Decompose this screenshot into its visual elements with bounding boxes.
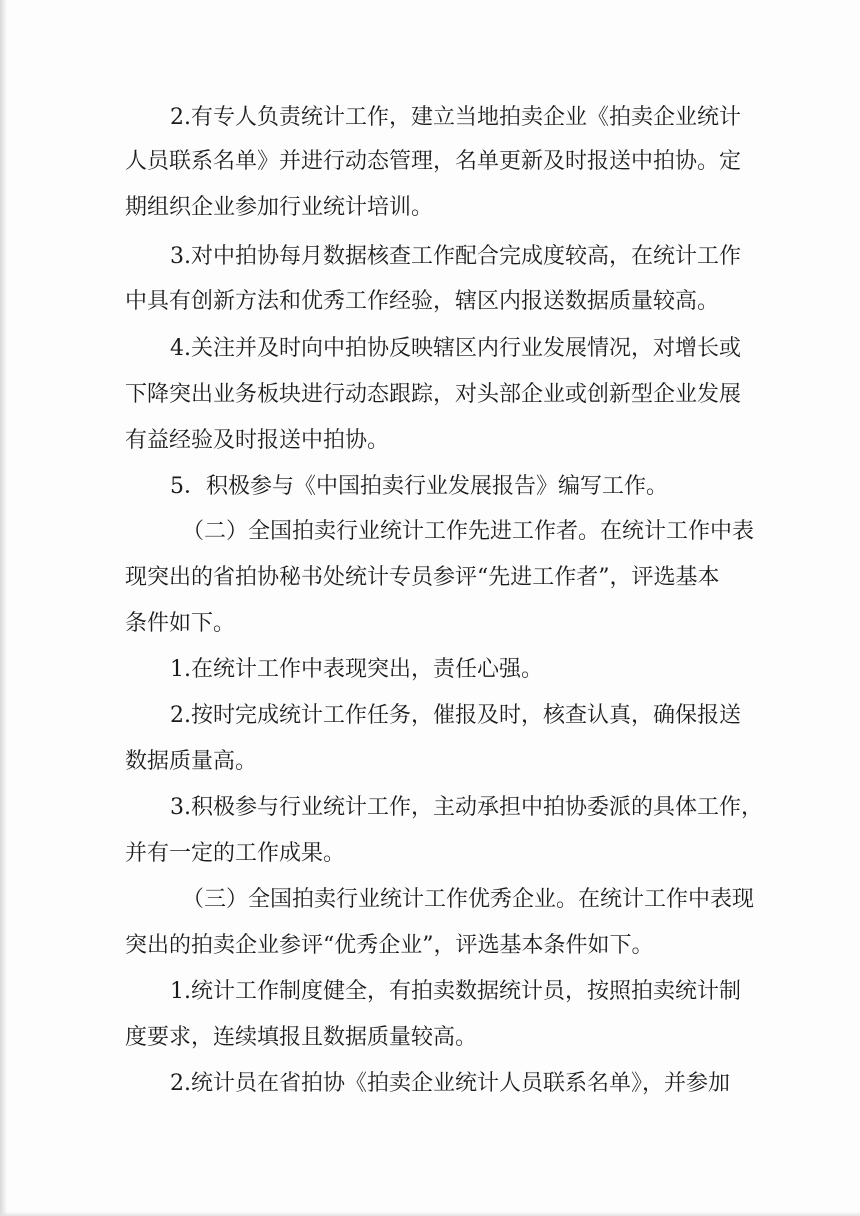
paragraph-line: 并有一定的工作成果。 bbox=[125, 841, 346, 866]
paragraph-line: 数据质量高。 bbox=[125, 749, 258, 774]
paragraph-line: （二）全国拍卖行业统计工作先进工作者。在统计工作中表 bbox=[182, 519, 755, 544]
paragraph-line: 期组织企业参加行业统计培训。 bbox=[125, 195, 434, 220]
paragraph-line: 下降突出业务板块进行动态跟踪，对头部企业或创新型企业发展 bbox=[125, 382, 742, 407]
paragraph-line: 4.关注并及时向中拍协反映辖区内行业发展情况，对增长或 bbox=[170, 336, 741, 361]
scan-edge-left bbox=[0, 0, 7, 1216]
paragraph-line: 1.在统计工作中表现突出，责任心强。 bbox=[170, 657, 543, 682]
paragraph-line: （三）全国拍卖行业统计工作优秀企业。在统计工作中表现 bbox=[182, 887, 755, 912]
paragraph-line: 2.有专人负责统计工作，建立当地拍卖企业《拍卖企业统计 bbox=[170, 105, 741, 130]
scan-edge-bottom bbox=[0, 1212, 860, 1216]
paragraph-line: 3.对中拍协每月数据核查工作配合完成度较高，在统计工作 bbox=[170, 244, 741, 269]
paragraph-line: 度要求，连续填报且数据质量较高。 bbox=[125, 1025, 478, 1050]
paragraph-line: 3.积极参与行业统计工作，主动承担中拍协委派的具体工作， bbox=[170, 795, 763, 820]
paragraph-line: 人员联系名单》并进行动态管理，名单更新及时报送中拍协。定 bbox=[125, 149, 742, 174]
paragraph-line: 2.统计员在省拍协《拍卖企业统计人员联系名单》，并参加 bbox=[170, 1071, 730, 1096]
paragraph-line: 5．积极参与《中国拍卖行业发展报告》编写工作。 bbox=[170, 474, 668, 499]
paragraph-line: 中具有创新方法和优秀工作经验，辖区内报送数据质量较高。 bbox=[125, 289, 720, 314]
paragraph-line: 突出的拍卖企业参评“优秀企业”，评选基本条件如下。 bbox=[125, 933, 654, 958]
paragraph-line: 条件如下。 bbox=[125, 611, 236, 636]
paragraph-line: 有益经验及时报送中拍协。 bbox=[125, 428, 390, 453]
paragraph-line: 现突出的省拍协秘书处统计专员参评“先进工作者”，评选基本 bbox=[125, 565, 720, 590]
paragraph-line: 1.统计工作制度健全，有拍卖数据统计员，按照拍卖统计制 bbox=[170, 979, 741, 1004]
paragraph-line: 2.按时完成统计工作任务，催报及时，核查认真，确保报送 bbox=[170, 703, 741, 728]
